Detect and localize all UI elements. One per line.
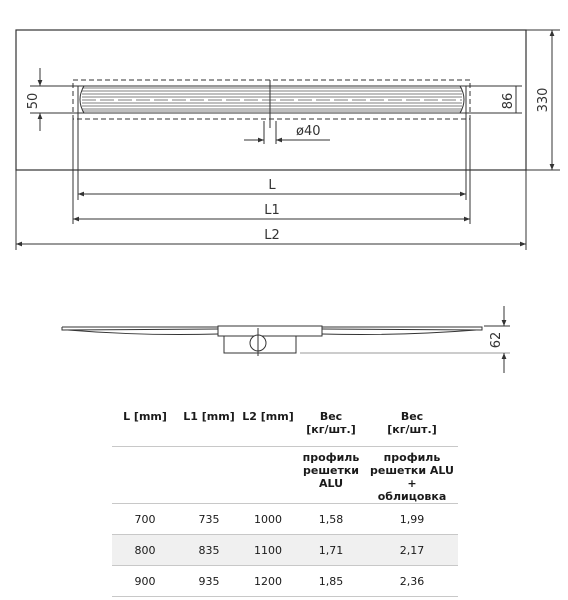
cell-l2: 1000 <box>240 504 296 535</box>
cell-l: 800 <box>112 535 178 566</box>
dim-length-l: L <box>268 178 276 193</box>
dim-outlet-diameter: ø40 <box>296 124 321 139</box>
table-row <box>112 535 458 566</box>
dim-inner-height: 50 <box>26 92 41 110</box>
col-l1-header: L1 [mm] <box>178 408 240 447</box>
cell-weight-alu: 1,85 <box>296 566 366 597</box>
cell-weight-alu: 1,58 <box>296 504 366 535</box>
sub-l2 <box>240 447 296 504</box>
top-view <box>16 30 560 250</box>
table-subheader-row <box>112 447 458 504</box>
cell-weight-alu-clad: 2,17 <box>366 535 458 566</box>
cell-l2: 1100 <box>240 535 296 566</box>
cell-weight-alu-clad: 1,99 <box>366 504 458 535</box>
table-row <box>112 504 458 535</box>
cell-l1: 935 <box>178 566 240 597</box>
dim-outer-height: 330 <box>536 87 551 113</box>
side-channel-box <box>218 326 322 336</box>
sub-weight-alu-clad: профиль решетки ALU + облицовка <box>366 447 458 504</box>
col-weight-alu-header: Вес [кг/шт.] <box>296 408 366 447</box>
spec-table <box>112 408 458 597</box>
dim-channel-height: 86 <box>501 92 516 110</box>
cell-weight-alu: 1,71 <box>296 535 366 566</box>
sub-l1 <box>178 447 240 504</box>
col-weight-alu-clad-header: Вес [кг/шт.] <box>366 408 458 447</box>
col-l2-header: L2 [mm] <box>240 408 296 447</box>
table-header-row <box>112 408 458 447</box>
sub-weight-alu: профиль решетки ALU <box>296 447 366 504</box>
cell-l: 900 <box>112 566 178 597</box>
side-view <box>62 306 510 373</box>
col-l-header: L [mm] <box>112 408 178 447</box>
dim-length-l2: L2 <box>264 228 280 243</box>
cell-l1: 735 <box>178 504 240 535</box>
cell-weight-alu-clad: 2,36 <box>366 566 458 597</box>
sub-l <box>112 447 178 504</box>
table-row <box>112 566 458 597</box>
dim-length-l1: L1 <box>264 203 280 218</box>
cell-l: 700 <box>112 504 178 535</box>
cell-l2: 1200 <box>240 566 296 597</box>
dim-depth: 62 <box>489 331 504 349</box>
cell-l1: 835 <box>178 535 240 566</box>
